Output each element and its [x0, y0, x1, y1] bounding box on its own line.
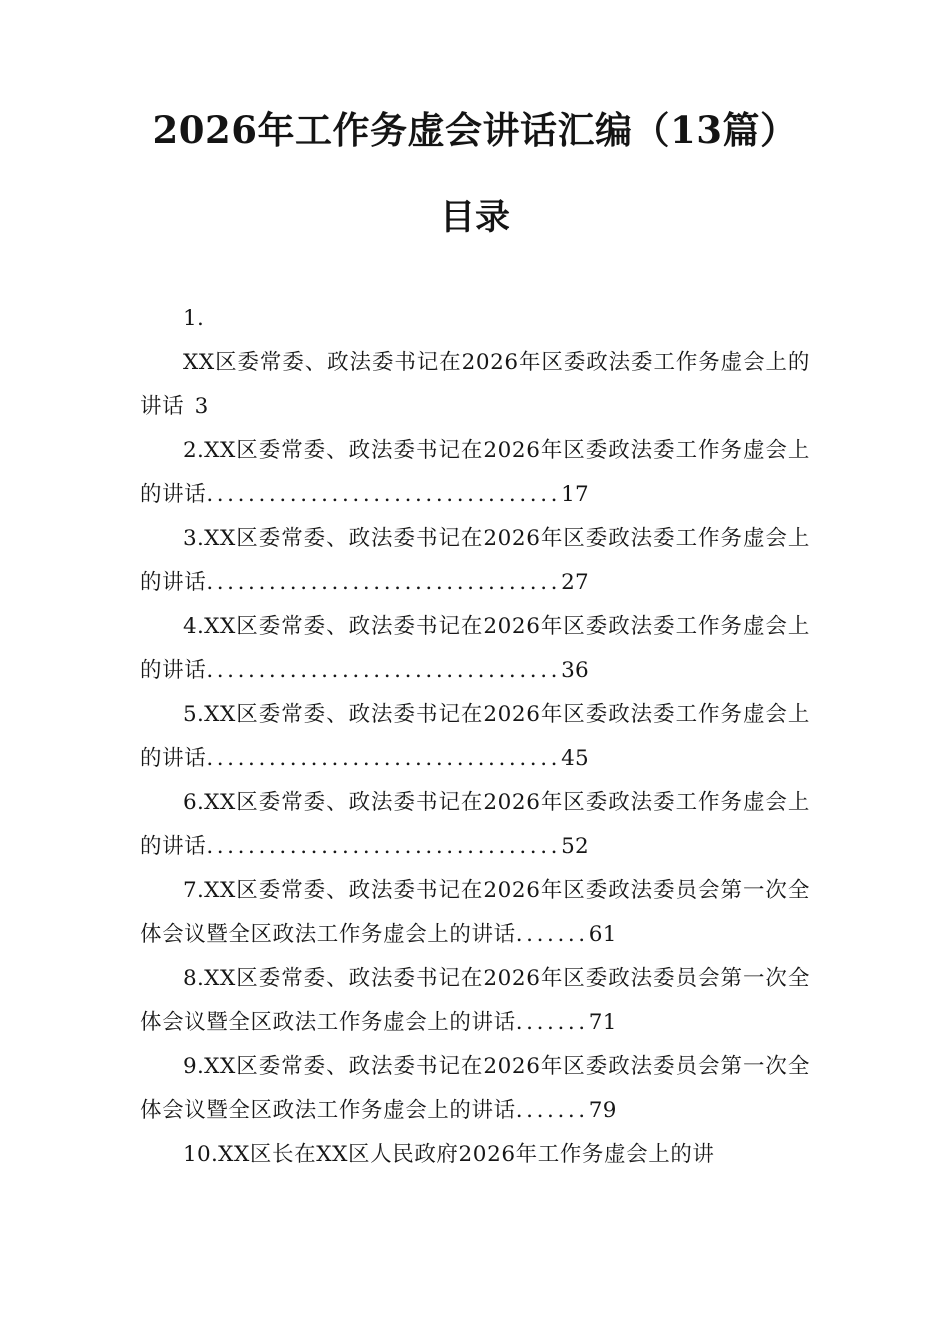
toc-entry-title: XX区委常委、政法委书记在2026年区委政法委工作务虚会上的讲话	[140, 526, 810, 595]
toc-entry-number: 3.	[183, 526, 205, 551]
toc-entry[interactable]	[140, 605, 810, 693]
toc-entry-title: XX区委常委、政法委书记在2026年区委政法委工作务虚会上的讲话	[140, 350, 810, 419]
toc-entry-number: 6.	[183, 790, 205, 815]
toc-entry-title: XX区委常委、政法委书记在2026年区委政法委员会第一次全体会议暨全区政法工作务虚会上的讲话	[140, 966, 810, 1035]
toc-entry[interactable]	[140, 869, 810, 957]
document-title: 2026年工作务虚会讲话汇编（13篇）	[152, 108, 798, 152]
toc-entry-title: XX区委常委、政法委书记在2026年区委政法委工作务虚会上的讲话	[140, 438, 810, 507]
toc-entry-number: 5.	[183, 702, 205, 727]
toc-heading: 目录	[439, 197, 510, 238]
toc-dot-leader: ..................................	[206, 746, 562, 771]
toc-entry-number: 2.	[183, 438, 205, 463]
toc-page-number: 61	[588, 922, 617, 947]
toc-page-number: 27	[561, 570, 590, 595]
toc-entry-title: XX区委常委、政法委书记在2026年区委政法委工作务虚会上的讲话	[140, 702, 810, 771]
toc-dot-leader: ..................................	[206, 834, 562, 859]
toc-entry[interactable]	[140, 429, 810, 517]
toc-dot-leader	[184, 394, 194, 419]
toc-entry-number: 10.	[183, 1142, 219, 1167]
toc-entry[interactable]	[140, 693, 810, 781]
toc-dot-leader: ..................................	[206, 482, 562, 507]
toc-dot-leader: .......	[515, 922, 589, 947]
toc-entry-title: XX区委常委、政法委书记在2026年区委政法委工作务虚会上的讲话	[140, 790, 810, 859]
toc-dot-leader: ..................................	[206, 570, 562, 595]
toc-dot-leader: ..................................	[206, 658, 562, 683]
toc-entry[interactable]	[140, 517, 810, 605]
toc-entry[interactable]	[140, 297, 810, 429]
toc-page-number: 52	[561, 834, 590, 859]
toc-entry[interactable]	[140, 1045, 810, 1133]
toc-dot-leader: .......	[515, 1010, 589, 1035]
toc-entry-title: XX区委常委、政法委书记在2026年区委政法委工作务虚会上的讲话	[140, 614, 810, 683]
toc-entry-number: 8.	[183, 966, 205, 991]
toc-entry-number: 9.	[183, 1054, 205, 1079]
toc-page-number: 17	[561, 482, 590, 507]
toc-dot-leader: .......	[515, 1098, 589, 1123]
toc-entry-title: XX区委常委、政法委书记在2026年区委政法委员会第一次全体会议暨全区政法工作务虚会上的讲话	[140, 1054, 810, 1123]
toc-entry[interactable]	[140, 957, 810, 1045]
toc-page-number: 79	[588, 1098, 617, 1123]
toc-page-number: 36	[561, 658, 590, 683]
toc-entry-number: 1.	[183, 306, 205, 331]
toc-page-number: 45	[561, 746, 590, 771]
table-of-contents	[140, 297, 810, 1177]
toc-page-number: 3	[194, 394, 209, 419]
toc-entry-number: 7.	[183, 878, 205, 903]
toc-entry[interactable]	[140, 1133, 810, 1177]
toc-entry[interactable]	[140, 781, 810, 869]
toc-entry-number: 4.	[183, 614, 205, 639]
toc-entry-title: XX区委常委、政法委书记在2026年区委政法委员会第一次全体会议暨全区政法工作务虚会上的讲话	[140, 878, 810, 947]
toc-entry-title: XX区长在XX区人民政府2026年工作务虚会上的讲	[218, 1142, 715, 1167]
toc-page-number: 71	[588, 1010, 617, 1035]
